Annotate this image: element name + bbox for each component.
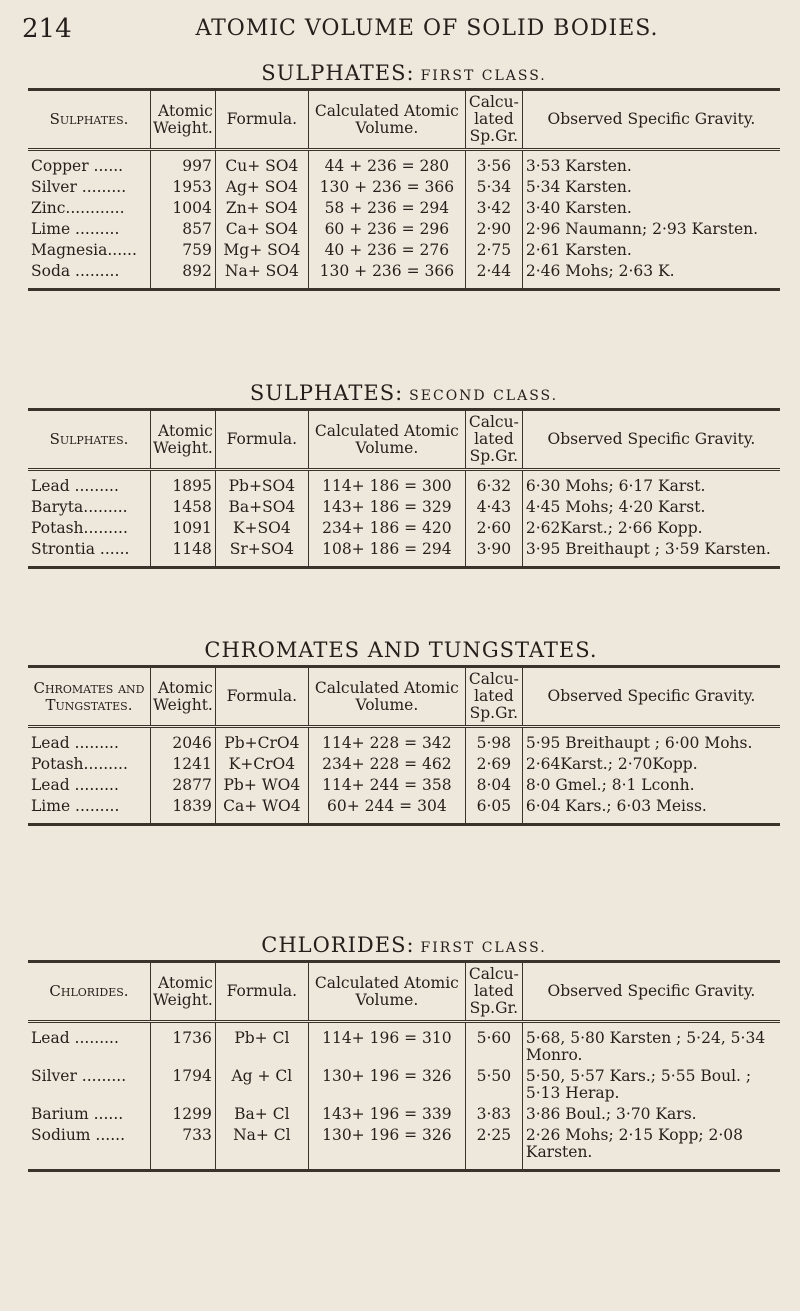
column-header-formula: Formula. (215, 667, 308, 727)
cell-calculated-spgr: 5·34 (465, 177, 522, 198)
cell-observed: 3·95 Breithaupt ; 3·59 Karsten. (525, 540, 771, 558)
cell-atomic-weight: 1794 (151, 1066, 216, 1104)
cell-calculated-volume: 60+ 244 = 304 (308, 796, 465, 825)
table-row (28, 219, 780, 240)
cell-atomic-weight: 733 (151, 1125, 216, 1171)
column-header-formula: Formula. (215, 90, 308, 150)
cell-observed: 2·61 Karsten. (525, 241, 632, 259)
cell-observed: 3·40 Karsten. (525, 199, 632, 217)
cell-calculated-volume: 44 + 236 = 280 (308, 150, 465, 178)
cell-formula: Sr+SO4 (215, 539, 308, 568)
cell-atomic-weight: 857 (151, 219, 216, 240)
cell-name: Strontia ...... (28, 539, 151, 568)
cell-calculated-volume: 130 + 236 = 366 (308, 261, 465, 290)
cell-atomic-weight: 1091 (151, 518, 216, 539)
cell-calculated-volume: 40 + 236 = 276 (308, 240, 465, 261)
cell-formula: K+SO4 (215, 518, 308, 539)
data-table (28, 88, 780, 291)
cell-formula: Ba+ Cl (215, 1104, 308, 1125)
cell-formula: Pb+ Cl (215, 1022, 308, 1067)
table-row (28, 796, 780, 825)
column-header-name: Chromates and Tungstates. (28, 667, 151, 727)
cell-atomic-weight: 1953 (151, 177, 216, 198)
column-header-calculated-volume: Calculated Atomic Volume. (308, 90, 465, 150)
table-row (28, 497, 780, 518)
column-header-calculated-spgr: Calcu-lated Sp.Gr. (465, 667, 522, 727)
cell-formula: K+CrO4 (215, 754, 308, 775)
running-title: ATOMIC VOLUME OF SOLID BODIES. (195, 16, 659, 41)
cell-name: Lime ......... (28, 219, 151, 240)
cell-name: Baryta......... (28, 497, 151, 518)
column-header-calculated-volume: Calculated Atomic Volume. (308, 962, 465, 1022)
cell-calculated-spgr: 5·60 (465, 1022, 522, 1067)
header-row (28, 962, 780, 1022)
column-header-atomic-weight: Atomic Weight. (151, 962, 216, 1022)
cell-calculated-volume: 130 + 236 = 366 (308, 177, 465, 198)
cell-observed: 3·53 Karsten. (525, 157, 632, 175)
section-title-main: CHROMATES AND TUNGSTATES. (204, 638, 598, 662)
cell-formula: Ag+ SO4 (215, 177, 308, 198)
table-row (28, 261, 780, 290)
cell-atomic-weight: 759 (151, 240, 216, 261)
column-header-observed: Observed Specific Gravity. (522, 90, 780, 150)
section-title-main: SULPHATES: (261, 61, 415, 85)
cell-name: Silver ......... (28, 1066, 151, 1104)
data-table (28, 665, 780, 826)
column-header-atomic-weight: Atomic Weight. (151, 410, 216, 470)
table-row (28, 240, 780, 261)
column-header-name: Chlorides. (28, 962, 151, 1022)
cell-formula: Ca+ SO4 (215, 219, 308, 240)
section-sulphates-first-class (28, 58, 780, 291)
cell-name: Lead ......... (28, 1022, 151, 1067)
column-header-atomic-weight: Atomic Weight. (151, 667, 216, 727)
cell-observed: 3·86 Boul.; 3·70 Kars. (525, 1105, 697, 1123)
section-title-main: SULPHATES: (249, 381, 404, 405)
section-title-sub: FIRST CLASS. (420, 940, 547, 956)
cell-calculated-spgr: 2·25 (465, 1125, 522, 1171)
cell-name: Magnesia...... (28, 240, 151, 261)
column-header-formula: Formula. (215, 410, 308, 470)
cell-calculated-volume: 143+ 186 = 329 (308, 497, 465, 518)
cell-atomic-weight: 1241 (151, 754, 216, 775)
column-header-name: Sulphates. (28, 90, 151, 150)
cell-calculated-spgr: 8·04 (465, 775, 522, 796)
cell-calculated-spgr: 3·42 (465, 198, 522, 219)
table-row (28, 1104, 780, 1125)
cell-atomic-weight: 892 (151, 261, 216, 290)
cell-formula: Pb+SO4 (215, 470, 308, 498)
table-row (28, 177, 780, 198)
cell-observed: 5·68, 5·80 Karsten ; 5·24, 5·34 Monro. (525, 1029, 766, 1064)
table-row (28, 1066, 780, 1104)
cell-atomic-weight: 1736 (151, 1022, 216, 1067)
cell-calculated-volume: 130+ 196 = 326 (308, 1066, 465, 1104)
cell-formula: Ca+ WO4 (215, 796, 308, 825)
cell-calculated-spgr: 6·32 (465, 470, 522, 498)
cell-observed: 5·50, 5·57 Kars.; 5·55 Boul. ; 5·13 Herap. (525, 1067, 752, 1102)
cell-name: Potash......... (28, 518, 151, 539)
column-header-calculated-spgr: Calcu-lated Sp.Gr. (465, 410, 522, 470)
cell-name: Copper ...... (28, 150, 151, 178)
cell-observed: 2·46 Mohs; 2·63 K. (525, 262, 675, 280)
cell-observed: 2·62Karst.; 2·66 Kopp. (525, 519, 703, 537)
cell-name: Potash......... (28, 754, 151, 775)
cell-name: Sodium ...... (28, 1125, 151, 1171)
cell-formula: Zn+ SO4 (215, 198, 308, 219)
cell-formula: Mg+ SO4 (215, 240, 308, 261)
column-header-calculated-spgr: Calcu-lated Sp.Gr. (465, 90, 522, 150)
cell-atomic-weight: 2046 (151, 727, 216, 755)
cell-name: Barium ...... (28, 1104, 151, 1125)
cell-atomic-weight: 1458 (151, 497, 216, 518)
column-header-formula: Formula. (215, 962, 308, 1022)
column-header-observed: Observed Specific Gravity. (522, 667, 780, 727)
cell-observed: 8·0 Gmel.; 8·1 Lconh. (525, 776, 695, 794)
table-row (28, 518, 780, 539)
table-row (28, 150, 780, 178)
cell-formula: Pb+CrO4 (215, 727, 308, 755)
cell-atomic-weight: 997 (151, 150, 216, 178)
cell-calculated-volume: 114+ 228 = 342 (308, 727, 465, 755)
section-chlorides-first-class (28, 930, 780, 1172)
column-header-observed: Observed Specific Gravity. (522, 410, 780, 470)
cell-observed: 2·26 Mohs; 2·15 Kopp; 2·08 Karsten. (525, 1126, 744, 1161)
data-table (28, 960, 780, 1172)
cell-calculated-spgr: 2·75 (465, 240, 522, 261)
cell-calculated-spgr: 2·69 (465, 754, 522, 775)
section-title-main: CHLORIDES: (261, 933, 415, 957)
page-number: 214 (22, 14, 72, 44)
page-header (22, 14, 770, 48)
section-title (28, 378, 780, 408)
cell-atomic-weight: 1004 (151, 198, 216, 219)
cell-calculated-volume: 143+ 196 = 339 (308, 1104, 465, 1125)
cell-calculated-spgr: 2·60 (465, 518, 522, 539)
cell-calculated-spgr: 5·98 (465, 727, 522, 755)
cell-observed: 2·96 Naumann; 2·93 Karsten. (525, 220, 759, 238)
section-title (28, 930, 780, 960)
table-row (28, 1022, 780, 1067)
cell-calculated-spgr: 2·90 (465, 219, 522, 240)
cell-atomic-weight: 2877 (151, 775, 216, 796)
column-header-calculated-volume: Calculated Atomic Volume. (308, 410, 465, 470)
cell-calculated-spgr: 3·90 (465, 539, 522, 568)
header-row (28, 90, 780, 150)
cell-name: Soda ......... (28, 261, 151, 290)
cell-atomic-weight: 1895 (151, 470, 216, 498)
section-sulphates-second-class (28, 378, 780, 569)
column-header-atomic-weight: Atomic Weight. (151, 90, 216, 150)
cell-formula: Na+ SO4 (215, 261, 308, 290)
cell-calculated-volume: 60 + 236 = 296 (308, 219, 465, 240)
section-title-sub: SECOND CLASS. (409, 388, 559, 404)
cell-observed: 4·45 Mohs; 4·20 Karst. (525, 498, 706, 516)
cell-calculated-spgr: 6·05 (465, 796, 522, 825)
cell-observed: 5·95 Breithaupt ; 6·00 Mohs. (525, 734, 753, 752)
section-chromates-tungstates (28, 635, 780, 826)
cell-calculated-volume: 108+ 186 = 294 (308, 539, 465, 568)
column-header-calculated-spgr: Calcu-lated Sp.Gr. (465, 962, 522, 1022)
cell-formula: Cu+ SO4 (215, 150, 308, 178)
column-header-calculated-volume: Calculated Atomic Volume. (308, 667, 465, 727)
cell-calculated-volume: 234+ 228 = 462 (308, 754, 465, 775)
cell-calculated-spgr: 4·43 (465, 497, 522, 518)
cell-calculated-volume: 58 + 236 = 294 (308, 198, 465, 219)
cell-calculated-spgr: 5·50 (465, 1066, 522, 1104)
cell-name: Zinc............ (28, 198, 151, 219)
cell-calculated-volume: 114+ 186 = 300 (308, 470, 465, 498)
cell-formula: Ag + Cl (215, 1066, 308, 1104)
cell-atomic-weight: 1299 (151, 1104, 216, 1125)
table-row (28, 775, 780, 796)
section-title (28, 635, 780, 665)
data-table (28, 408, 780, 569)
column-header-name: Sulphates. (28, 410, 151, 470)
cell-observed: 6·30 Mohs; 6·17 Karst. (525, 477, 706, 495)
cell-observed: 2·64Karst.; 2·70Kopp. (525, 755, 698, 773)
table-row (28, 1125, 780, 1171)
header-row (28, 667, 780, 727)
table-row (28, 727, 780, 755)
table-row (28, 470, 780, 498)
cell-calculated-volume: 130+ 196 = 326 (308, 1125, 465, 1171)
cell-calculated-volume: 114+ 244 = 358 (308, 775, 465, 796)
table-row (28, 754, 780, 775)
cell-calculated-volume: 234+ 186 = 420 (308, 518, 465, 539)
column-header-observed: Observed Specific Gravity. (522, 962, 780, 1022)
cell-atomic-weight: 1839 (151, 796, 216, 825)
table-row (28, 539, 780, 568)
cell-formula: Pb+ WO4 (215, 775, 308, 796)
cell-name: Silver ......... (28, 177, 151, 198)
cell-formula: Ba+SO4 (215, 497, 308, 518)
cell-formula: Na+ Cl (215, 1125, 308, 1171)
cell-observed: 6·04 Kars.; 6·03 Meiss. (525, 797, 707, 815)
table-row (28, 198, 780, 219)
section-title-sub: FIRST CLASS. (420, 68, 547, 84)
cell-atomic-weight: 1148 (151, 539, 216, 568)
cell-name: Lime ......... (28, 796, 151, 825)
cell-name: Lead ......... (28, 470, 151, 498)
cell-name: Lead ......... (28, 775, 151, 796)
cell-calculated-spgr: 2·44 (465, 261, 522, 290)
cell-calculated-spgr: 3·83 (465, 1104, 522, 1125)
cell-observed: 5·34 Karsten. (525, 178, 632, 196)
section-title (28, 58, 780, 88)
cell-name: Lead ......... (28, 727, 151, 755)
header-row (28, 410, 780, 470)
cell-calculated-spgr: 3·56 (465, 150, 522, 178)
cell-calculated-volume: 114+ 196 = 310 (308, 1022, 465, 1067)
